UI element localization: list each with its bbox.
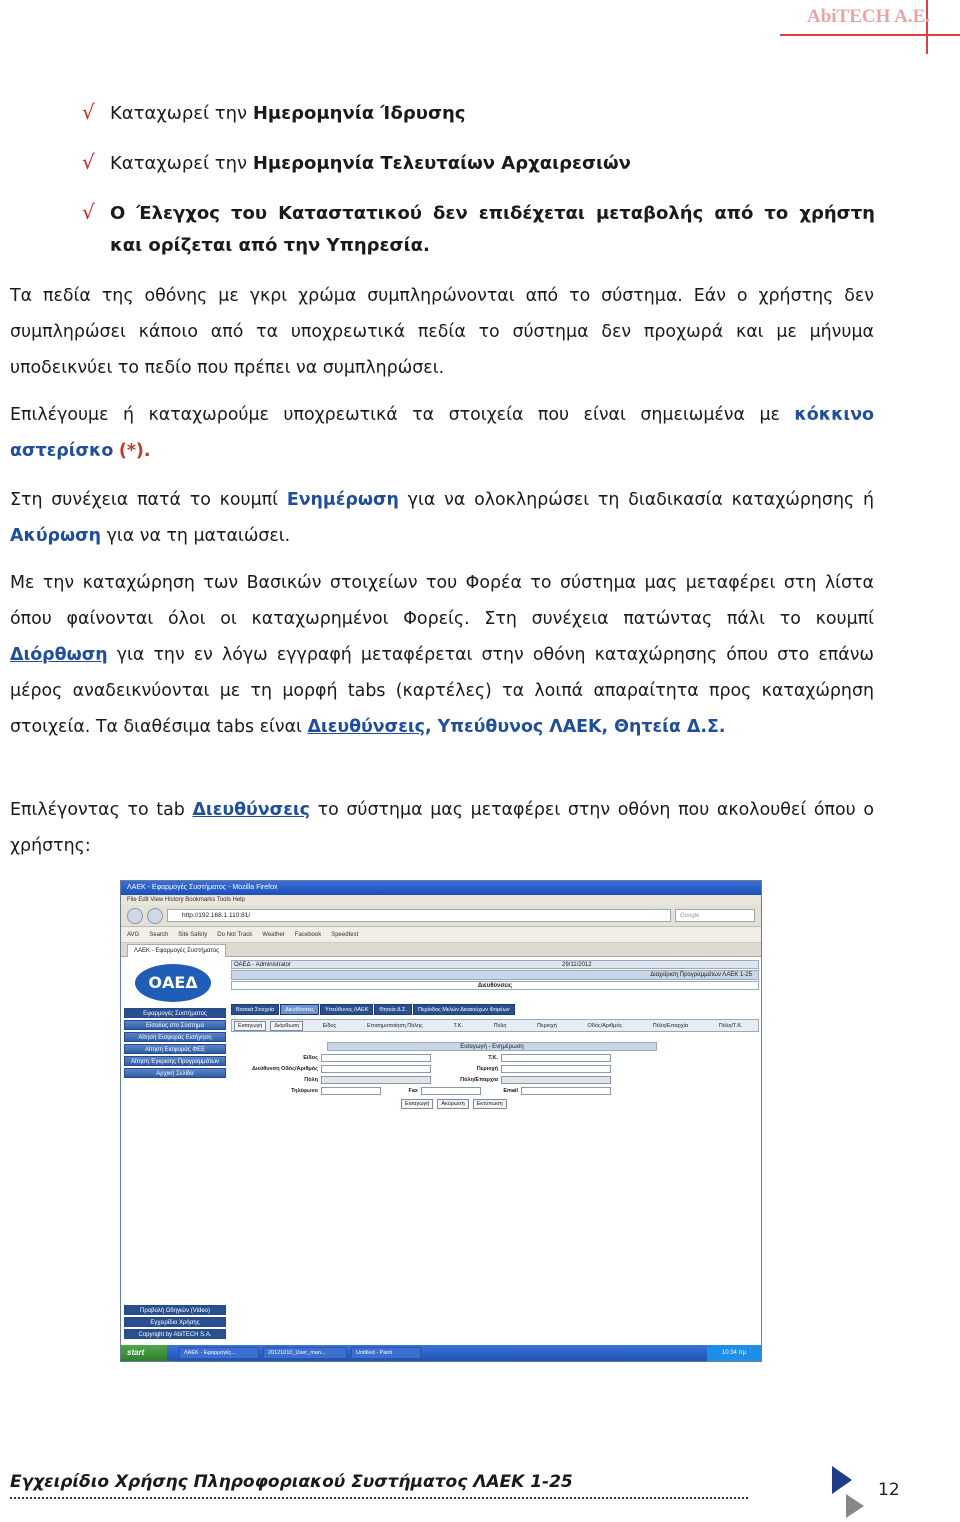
bullet-3-line2 (110, 233, 875, 259)
taskbar-item: ΛΑΕΚ - Εφαρμογές... (179, 1347, 259, 1359)
app-tabs (231, 1004, 759, 1015)
back-button-icon (127, 908, 143, 924)
bullet-2-plain: Καταχωρεί την (110, 153, 253, 174)
brand-main: TECH A.E. (836, 6, 930, 27)
form-input (501, 1065, 611, 1073)
form-cancel-button: Ακύρωση (437, 1099, 468, 1109)
bullet-1-bold: Ημερομηνία Ίδρυσης (252, 103, 466, 124)
taskbar (121, 1345, 761, 1361)
grid-col: Επισημοποίηση Πόλης (366, 1022, 423, 1029)
sidebar-item: Αίτηση Έγκρισης Προγραμμάτων (124, 1056, 226, 1066)
check-icon: √ (82, 200, 95, 224)
p2-text: Επιλέγουμε ή καταχωρούμε υποχρεωτικά τα στοιχεία που είναι σημειωμένα με (10, 405, 795, 425)
form-label: Τ.Κ. (488, 1055, 498, 1061)
bullet-2 (110, 151, 875, 177)
search-box: Google (675, 909, 755, 922)
grid-col: Πόλη (493, 1022, 507, 1029)
p4-t1: Με την καταχώρηση των Βασικών στοιχείων του Φορέα το σύστημα μας μεταφέρει στη λίστα όπου φαίνονται όλοι οι καταχωρημένοι Φορείς. Στη συνέχεια πατώντας πάλι το κουμπί (10, 573, 874, 629)
taskbar-item: Untitled - Paint (351, 1347, 421, 1359)
bullet-1-plain: Καταχωρεί την (110, 103, 253, 124)
taskbar-item: 20121010_User_man... (263, 1347, 347, 1359)
p3-t2: για να ολοκληρώσει τη διαδικασία καταχώρησης ή (398, 490, 875, 510)
paragraph-mandatory (10, 397, 874, 469)
toolbar-item: Site Safety (178, 931, 208, 938)
arrow-right-icon (832, 1466, 852, 1494)
form-input (501, 1054, 611, 1062)
grid-insert-button: Εισαγωγή (234, 1021, 266, 1031)
browser-title-bar: ΛΑΕΚ - Εφαρμογές Συστήματος - Mozilla Firefox (121, 881, 761, 895)
bullet-3-line1 (110, 201, 875, 227)
p3-t3: για να τη ματαιώσει. (101, 526, 291, 546)
form-input (321, 1065, 431, 1073)
form-row (231, 1087, 759, 1095)
app-section-title: Διευθύνσεις (231, 981, 759, 990)
p2-asterisk: (*) (118, 441, 144, 461)
browser-menu-bar: File Edit View History Bookmarks Tools Help (121, 895, 761, 905)
grid-col: Οδός/Αριθμός (587, 1022, 623, 1029)
sidebar-bottom (121, 1303, 229, 1341)
app-user-bar (231, 960, 759, 969)
p2-end: . (143, 441, 151, 461)
p5-t2: το σύστημα μας μεταφέρει στην οθόνη που ακολουθεί όπου ο χρήστης: (10, 800, 874, 856)
sidebar-item: Αίτηση Εισφοράς Εισήγηση (124, 1032, 226, 1042)
app-tab: Υπεύθυνος ΛΑΕΚ (320, 1004, 373, 1015)
app-date: 29/11/2012 (562, 962, 592, 968)
form-label: Είδος (303, 1055, 318, 1061)
brand-prefix: Abi (806, 6, 837, 27)
grid-col: Πόλη/Τ.Κ. (718, 1022, 743, 1029)
p5-addresses: Διευθύνσεις (192, 800, 310, 820)
toolbar-item: Search (149, 931, 169, 938)
sidebar-item: Αρχική Σελίδα (124, 1068, 226, 1078)
arrow-right-gray-icon (846, 1494, 864, 1518)
form-input (321, 1076, 431, 1084)
form-input (421, 1087, 481, 1095)
form-input (521, 1087, 611, 1095)
brand-logo (807, 6, 930, 28)
taskbar-clock: 10:34 πμ (707, 1345, 761, 1361)
bullet-3-bold-1: Ο Έλεγχος του Καταστατικού δεν επιδέχεται μεταβολής από το χρήστη (110, 203, 875, 224)
p3-cancel: Ακύρωση (10, 526, 102, 546)
app-tab-active: Διευθύνσεις (280, 1004, 319, 1015)
grid-col: Είδος (322, 1022, 337, 1029)
app-main (231, 960, 759, 1345)
grid-edit-button: Διόρθωση (270, 1021, 303, 1031)
start-button: start (121, 1345, 167, 1361)
form-input (321, 1054, 431, 1062)
form-print-button: Εκτύπωση (473, 1099, 507, 1109)
forward-button-icon (147, 908, 163, 924)
grid-col: Πόλη/Επαρχία (652, 1022, 689, 1029)
paragraph-gray-fields: Τα πεδία της οθόνης με γκρι χρώμα συμπληρώνονται από το σύστημα. Εάν ο χρήστης δεν συμπληρώσει κάποιο από τα υποχρεωτικά πεδία το σύστημα δεν προχωρά και με μήνυμα υποδεικνύει το πεδίο που πρέπει να συμπληρώσει. (10, 286, 874, 378)
form-label: Email (503, 1088, 518, 1094)
grid-header (231, 1019, 759, 1032)
paragraph-update (10, 482, 874, 554)
address-bar: http://192.168.1.110:81/ (167, 909, 671, 922)
oaed-logo: ΟΑΕΔ (135, 964, 211, 1002)
form-row (231, 1076, 759, 1084)
header-rule-horizontal (780, 34, 960, 36)
paragraph-registration (10, 565, 874, 745)
app-tab: Βασικά Στοιχεία (231, 1004, 279, 1015)
p4-addresses: Διευθύνσεις (307, 717, 425, 737)
app-title-bar: Διαχείριση Προγραμμάτων ΛΑΕΚ 1-25 (231, 970, 759, 980)
footer-rule (10, 1497, 748, 1499)
sidebar-bottom-item: Προβολή Οδηγιών (Video) (124, 1305, 226, 1315)
p4-t2: για την εν λόγω εγγραφή μεταφέρεται στην οθόνη καταχώρησης όπου στο επάνω μέρος αναδεικνύονται με τη μορφή tabs (καρτέλες) τα λοιπά απαραίτητα προς καταχώρηση στοιχεία. Τα διαθέσιμα tabs είναι (10, 645, 874, 737)
app-user: ΟΑΕΔ - Administrator (234, 962, 291, 968)
embedded-screenshot (120, 880, 762, 1362)
footer-title: Εγχειρίδιο Χρήσης Πληροφοριακού Συστήματος ΛΑΕΚ 1-25 (10, 1472, 573, 1492)
page-number: 12 (878, 1480, 900, 1500)
p4-tabs: , Υπεύθυνος ΛΑΕΚ, Θητεία Δ.Σ. (424, 717, 726, 737)
app-tab: Περίοδος Μελών Δικαιούχων Φορέων (413, 1004, 515, 1015)
bullet-2-bold: Ημερομηνία Τελευταίων Αρχαιρεσιών (252, 153, 631, 174)
sidebar-item: Αίτηση Εισφοράς ΦΕΕ (124, 1044, 226, 1054)
paragraph-addresses (10, 792, 874, 864)
bullet-1 (110, 101, 875, 127)
sidebar-bottom-item: Εγχειρίδιο Χρήσης (124, 1317, 226, 1327)
sidebar-item: Είσοδος στο Σύστημα (124, 1020, 226, 1030)
form-buttons (401, 1099, 759, 1109)
toolbar-item: Weather (262, 931, 285, 938)
p3-t1: Στη συνέχεια πατά το κουμπί (10, 490, 287, 510)
grid-col: Τ.Κ. (453, 1022, 463, 1029)
p4-edit: Διόρθωση (10, 645, 108, 665)
form-label: Πόλη (304, 1077, 318, 1083)
toolbar-item: AVG (127, 931, 140, 938)
browser-tab: ΛΑΕΚ - Εφαρμογές Συστήματος (127, 944, 226, 957)
form-row (231, 1054, 759, 1062)
form-insert-button: Εισαγωγή (401, 1099, 433, 1109)
form-title: Εισαγωγή - Ενημέρωση (327, 1042, 657, 1051)
app-tab: Θητεία Δ.Σ. (374, 1004, 412, 1015)
toolbar-item: Do Not Track (217, 931, 253, 938)
form-input (321, 1087, 381, 1095)
check-icon: √ (82, 150, 95, 174)
toolbar-item: Facebook (294, 931, 322, 938)
browser-nav-bar (121, 905, 761, 927)
p2-bold: κόκκινο αστερίσκο (10, 405, 874, 461)
bullet-3-bold-2: και ορίζεται από την Υπηρεσία. (110, 235, 430, 256)
browser-toolbar (121, 927, 761, 943)
check-icon: √ (82, 100, 95, 124)
form-label: Τηλέφωνο (291, 1088, 318, 1094)
grid-columns (307, 1023, 758, 1029)
form-label: Fax (408, 1088, 418, 1094)
p5-t1: Επιλέγοντας το tab (10, 800, 193, 820)
sidebar-head: Εφαρμογές Συστήματος (124, 1008, 226, 1018)
form-label: Πόλη/Επαρχία (460, 1077, 498, 1083)
grid-col: Περιοχή (537, 1022, 557, 1029)
app-area (121, 958, 761, 1345)
app-sidebar (121, 958, 229, 1345)
form-label: Περιοχή (476, 1066, 498, 1072)
form-input (501, 1076, 611, 1084)
toolbar-item: Speedtest (331, 931, 359, 938)
browser-tabs (121, 943, 761, 957)
sidebar-bottom-item: Copyright by AbiTECH S.A. (124, 1329, 226, 1339)
form-label: Διεύθυνση Οδός/Αριθμός (252, 1066, 318, 1072)
p3-update: Ενημέρωση (286, 490, 399, 510)
form-row (231, 1065, 759, 1073)
